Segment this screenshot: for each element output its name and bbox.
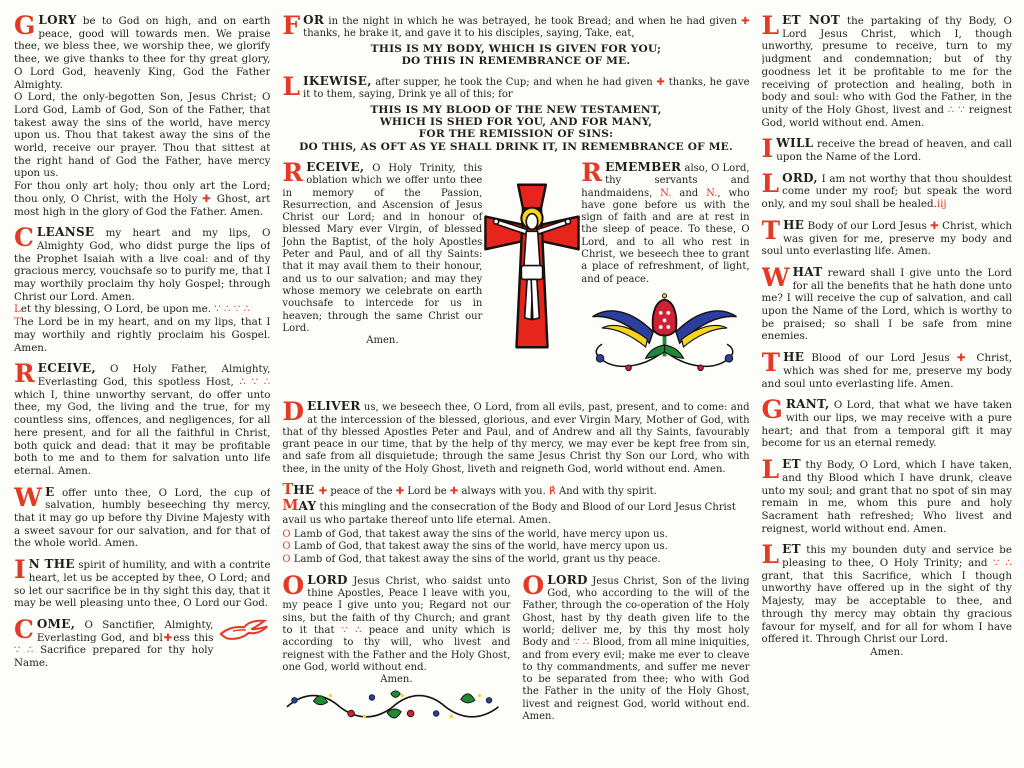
crucifix-illustration	[482, 161, 581, 394]
institution-cup	[282, 72, 750, 153]
lead-word: OR	[303, 14, 325, 27]
prayer-text: For thou only art holy; thou only art the Lord; thou only, O Christ, with the Holy ✚ Ghost, art most high in the glory of God the Father. Amen.	[14, 180, 271, 218]
prayer-peace-i-leave	[282, 570, 511, 727]
lead-word: ET	[782, 542, 801, 557]
tulip-floral-ornament-icon	[581, 292, 749, 386]
paragraph	[761, 134, 1012, 164]
prayer-receive-trinity	[282, 157, 483, 386]
lead-word: E	[45, 484, 55, 499]
prayer-blood-of-our-lord	[761, 348, 1012, 390]
paragraph	[761, 455, 1012, 535]
amen: Amen.	[380, 674, 413, 686]
prayer-we-offer	[14, 482, 271, 551]
right-column	[762, 14, 1012, 768]
paragraph	[761, 262, 1012, 343]
drop-cap: D	[282, 397, 305, 427]
lead-word: LORY	[38, 14, 77, 27]
paragraph	[761, 395, 1012, 450]
prayer-text: ✚ peace of the ✚ Lord be ✚ always with you. ℟ And with thy spirit.	[318, 486, 657, 498]
institution-line: DO THIS, AS OFT AS YE SHALL DRINK IT, IN REMEMBRANCE OF ME.	[299, 140, 733, 153]
lead-word: N THE	[28, 557, 75, 572]
prayer-come-sanctifier	[14, 614, 270, 670]
prayer-mingling	[282, 497, 749, 527]
holy-spirit-dove-icon	[218, 618, 270, 650]
middle-row	[282, 157, 750, 394]
institution-line: DO THIS IN REMEMBRANCE OF ME.	[401, 54, 631, 67]
drop-cap: I	[761, 134, 774, 164]
drop-cap: G	[761, 395, 783, 425]
lead-word: WILL	[776, 136, 814, 151]
lead-word: HE	[783, 350, 805, 365]
institution-line: THIS IS MY BODY, WHICH IS GIVEN FOR YOU;	[370, 42, 662, 55]
peace-versicle	[282, 481, 749, 499]
prayer-text: O Holy Trinity, this oblation which we offer unto thee in memory of the Passion, Resurrection, and Ascension of Jesus Christ our Lord; and in honour of blessed Mary ever Virgin, of blessed John the Baptist, of the holy Apostles Peter and Paul, and of all thy Saints: that it may avail them to their honour, and us to our salvation; and may they whose memory we celebrate on earth vouchsafe to intercede for us in heaven; through the same Christ our Lord.	[282, 162, 483, 334]
prayer-receive-host	[14, 359, 271, 477]
left-column	[14, 14, 270, 768]
paragraph	[14, 555, 271, 610]
paragraph	[14, 359, 271, 477]
prayer-text: Body of our Lord Jesus ✚ Christ, which was given for me, preserve my body and soul unto everlasting life. Amen.	[761, 219, 1012, 258]
prayer-body-of-our-lord	[761, 215, 1012, 258]
prayer-text: Jesus Christ, Son of the living God, who according to the will of the Father, through the co-operation of the Holy Ghost, hast by thy death given life to the world; deliver me, by this thy most holy Body and ∵ ∴ Blood, from all mine iniquities, and from every evil; make me ever to cleave to thy commandments, and suffer me never to be separated from thee; who with God the Father in the unity of the Holy Ghost, livest and reignest God, world without end. Amen.	[522, 575, 750, 723]
prayer-deliver	[282, 397, 750, 476]
prayer-let-not	[762, 14, 1012, 129]
drop-cap: C	[14, 614, 34, 644]
paragraph	[761, 215, 1012, 258]
prayer-text: O Holy Father, Almighty, Everlasting God, this spotless Host, ∴ ∵ ∴ which I, thine unworthy servant, do offer unto thee, my God, the living and the true, for my countless sins, offences, and negligences, for all here present, and for all the faithful in Christ, both quick and dead: that it may be profitable both to me and to them for salvation unto life eternal. Amen.	[14, 363, 271, 477]
lead-word: ELIVER	[307, 399, 361, 414]
prayer-text: this my bounden duty and service be pleasing to thee, O Holy Trinity; and ∵ ∴ grant, that this Sacrifice, which I though unworthy have offered up in the sight of thy Majesty, may be acceptable to thee, and through thy mercy may obtain thy gracious favour for myself, and for all for whom I have offered it. Through Christ our Lord.	[761, 544, 1012, 646]
prayer-text: Let thy blessing, O Lord, be upon me. ∵ ∴ ∵ ∴	[14, 303, 251, 316]
prayer-gloria	[14, 14, 270, 218]
paragraph	[522, 570, 750, 724]
floral-vine-border-icon	[282, 688, 510, 726]
words-of-institution	[282, 43, 749, 68]
paragraph	[14, 14, 270, 91]
words-of-institution	[282, 104, 749, 153]
paragraph	[761, 540, 1012, 646]
drop-cap: R	[581, 157, 603, 187]
prayer-text: this mingling and the consecration of the Body and Blood of our Lord Jesus Christ avail us who partake thereof unto life eternal. Amen.	[282, 502, 736, 526]
lead-word: LEANSE	[36, 225, 95, 240]
prayer-cleanse	[14, 223, 271, 354]
prayer-lord-not-worthy	[761, 168, 1012, 211]
drop-cap: T	[761, 215, 781, 245]
paragraph	[282, 14, 749, 41]
drop-cap: G	[14, 14, 36, 40]
paragraph	[14, 316, 270, 354]
lead-word: LORD	[307, 572, 348, 587]
paragraph	[282, 72, 750, 102]
initial-letter: M	[282, 497, 299, 515]
drop-cap: W	[14, 482, 43, 512]
drop-cap: T	[761, 348, 781, 378]
prayer-text: be to God on high, and on earth peace, good will towards men. We praise thee, we bless thee, we worship thee, we glorify thee, we give thanks to thee for thy great glory, O Lord God, heavenly King, God the Father Almighty.	[14, 15, 271, 91]
lead-word: ECEIVE,	[306, 159, 365, 174]
drop-cap: R	[282, 157, 304, 187]
prayer-text: The Lord be in my heart, and on my lips, that I may worthily and rightly proclaim his Gospel. Amen.	[14, 316, 271, 354]
drop-cap: R	[14, 359, 35, 389]
prayer-text: O Lord, the only-begotten Son, Jesus Christ; O Lord God, Lamb of God, Son of the Father, that takest away the sins of the world, have mercy upon us. Thou that takest away the sins of the world, receive our prayer. Thou that sittest at the right hand of God the Father, have mercy upon us.	[14, 91, 271, 180]
paragraph	[14, 223, 271, 303]
drop-cap: L	[761, 168, 780, 198]
prayer-text: also, O Lord, thy servants and handmaidens, N. and N., who have gone before us with the sign of faith and are at rest in the sleep of peace. To these, O Lord, and to all who rest in Christ, we beseech thee to grant a place of refreshment, of light, and of peace.	[581, 162, 750, 285]
lead-word: ORD,	[782, 170, 818, 185]
paragraph	[14, 303, 270, 316]
bottom-row	[282, 570, 750, 735]
paragraph	[581, 157, 750, 286]
prayer-text: spirit of humility, and with a contrite heart, let us be accepted by thee, O Lord; and so let our sacrifice be in thy sight this day, that it may be well pleasing unto thee, O Lord our God.	[14, 559, 271, 610]
lead-word: LORD	[547, 572, 588, 587]
prayer-bounden-duty	[761, 540, 1012, 658]
prayer-what-reward	[761, 262, 1012, 343]
institution-line: THIS IS MY BLOOD OF THE NEW TESTAMENT,	[370, 103, 662, 116]
paragraph	[14, 91, 270, 180]
institution-line: FOR THE REMISSION OF SINS:	[418, 128, 614, 141]
paragraph	[761, 348, 1012, 390]
lead-word: HE	[293, 483, 319, 498]
lead-word: EMEMBER	[605, 159, 682, 174]
drop-cap: O	[522, 570, 545, 600]
prayer-grant-o-lord	[761, 395, 1012, 450]
drop-cap: O	[282, 570, 305, 600]
prayer-text: reward shall I give unto the Lord for all the benefits that he hath done unto me? I will receive the cup of salvation, and call upon the Name of the Lord, which is worthy to be praised; so shall I be safe from mine enemies.	[761, 266, 1012, 343]
drop-cap: C	[14, 223, 34, 253]
prayer-text: O Sanctifier, Almighty, Everlasting God, and bl✚ess this ∵ ∴ Sacrifice prepared for thy holy Name.	[14, 618, 214, 670]
prayer-text: the partaking of thy Body, O Lord Jesus Christ, which I, though unworthy, presume to receive, turn to my judgment and condemnation; but of thy goodness let it be profitable to me for the receiving of protection and healing, both in body and soul: who with God the Father, in the unity of the Holy Ghost, livest and ∴ ∵ reignest God, world without end. Amen.	[761, 15, 1012, 129]
agnus-dei-line: O Lamb of God, that takest away the sins of the world, have mercy upon us.	[282, 528, 668, 540]
prayer-text: us, we beseech thee, O Lord, from all evils, past, present, and to come: and at the intercession of the blessed, glorious, and ever Virgin Mary, Mother of God, with that of thy blessed Apostles Peter and Paul, and of Andrew and all thy Saints, favourably grant peace in our time, that by the help of thy mercy, we may ever be kept free from sin, and safe from all disquietude; through the same Jesus Christ thy Son our Lord, who with thee, in the unity of the Holy Ghost, liveth and reigneth God, world without end. Amen.	[282, 402, 750, 475]
prayer-son-of-living-god	[522, 570, 750, 727]
prayer-text: thy Body, O Lord, which I have taken, and thy Blood which I have drunk, cleave unto my soul; and grant that no spot of sin may remain in me, whom this pure and holy Sacrament hath refreshed; Who livest and reignest, world without end. Amen.	[761, 459, 1012, 535]
drop-cap: F	[282, 14, 301, 40]
lead-word: RANT,	[785, 397, 830, 412]
agnus-dei	[282, 529, 749, 566]
lead-word: ECEIVE,	[37, 361, 96, 376]
institution-line: WHICH IS SHED FOR YOU, AND FOR MANY,	[379, 116, 653, 129]
prayer-i-will-receive	[761, 134, 1012, 164]
prayer-text: Blood of our Lord Jesus ✚ Christ, which was shed for me, preserve my body and soul unto everlasting life. Amen.	[761, 352, 1012, 390]
paragraph	[761, 168, 1012, 211]
drop-cap: W	[761, 262, 790, 292]
paragraph	[282, 397, 750, 476]
drop-cap: L	[761, 540, 780, 570]
prayer-text: my heart and my lips, O Almighty God, who didst purge the lips of the Prophet Isaiah with a live coal: and of thy gracious mercy, vouchsafe so to purify me, that I may worthily proclaim thy holy Gospel; through Christ our Lord. Amen.	[14, 227, 271, 303]
lead-word: OME,	[36, 616, 76, 631]
institution-bread	[282, 14, 749, 67]
drop-cap: I	[14, 555, 26, 585]
prayer-text: I am not worthy that thou shouldest come under my roof; but speak the word only, and my soul shall be healed.iij	[761, 172, 1012, 211]
paragraph	[282, 570, 511, 674]
paragraph	[14, 482, 271, 551]
prayer-text: offer unto thee, O Lord, the cup of salvation, humbly beseeching thy mercy, that it may go up before thy Divine Majesty with a sweet savour for our salvation, and for that of the whole world. Amen.	[14, 486, 271, 550]
agnus-dei-line: O Lamb of God, that takest away the sins of the world, have mercy upon us.	[282, 541, 668, 553]
lead-word: HAT	[792, 264, 823, 279]
initial-letter: T	[282, 481, 294, 499]
prayer-text: receive the bread of heaven, and call upon the Name of the Lord.	[776, 138, 1012, 164]
agnus-dei-line: O Lamb of God, that takest away the sins of the world, grant us thy peace.	[282, 553, 661, 565]
prayer-text: O Lord, that what we have taken with our lips, we may receive with a pure heart; and that from a temporal gift it may become for us an eternal remedy.	[761, 399, 1012, 450]
lead-word: ET	[782, 457, 801, 472]
lead-word: HE	[783, 217, 805, 232]
drop-cap: L	[761, 455, 780, 485]
amen: Amen.	[366, 335, 399, 347]
lead-word: IKEWISE,	[303, 74, 372, 89]
drop-cap: L	[282, 72, 300, 102]
prayer-text: Jesus Christ, who saidst unto thine Apostles, Peace I leave with you, my peace I give unto you; Regard not our sins, but the faith of thy Church; and grant to it that ∵ ∴ peace and unity which is according to thy will, who livest and reignest with the Father and the Holy Ghost, one God, world without end.	[282, 575, 511, 673]
prayer-text: after supper, he took the Cup; and when he had given ✚ thanks, he gave it to them, saying, Drink ye all of this; for	[303, 77, 750, 101]
prayer-in-the-spirit	[14, 555, 271, 610]
lead-word: AY	[298, 499, 317, 514]
prayer-remember	[581, 157, 750, 386]
lead-word: ET NOT	[782, 14, 841, 27]
prayer-text: in the night in which he was betrayed, he took Bread; and when he had given ✚ thanks, he brake it, and gave it to his disciples, saying, Take, eat,	[303, 16, 750, 40]
middle-column	[282, 14, 749, 768]
paragraph	[282, 157, 483, 335]
drop-cap: L	[761, 14, 780, 40]
amen: Amen.	[870, 645, 904, 658]
paragraph	[762, 14, 1012, 129]
paragraph	[14, 180, 270, 218]
prayer-let-thy-body	[761, 455, 1012, 535]
